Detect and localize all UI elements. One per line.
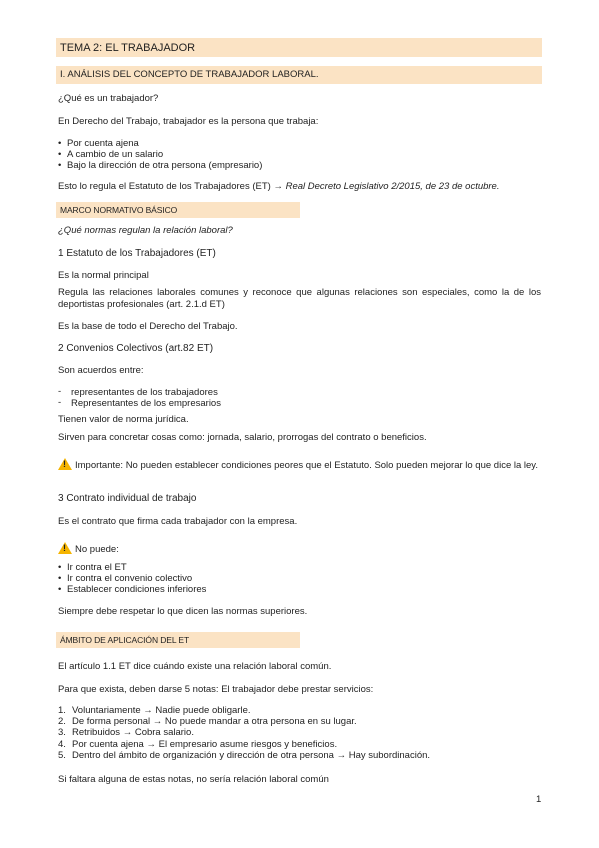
contrato-text: Es el contrato que firma cada trabajador con la empresa. [58, 516, 298, 527]
list-item: • Por cuenta ajena [58, 138, 262, 149]
list-item: • Establecer condiciones inferiores [58, 584, 206, 595]
contrato-heading: 3 Contrato individual de trabajo [58, 493, 197, 504]
list-item: 3. Retribuidos → Cobra salario. [58, 727, 194, 739]
list-item: 5. Dentro del ámbito de organización y dirección de otra persona → Hay subordinación. [58, 749, 431, 761]
list-item: • Ir contra el convenio colectivo [58, 573, 206, 584]
warning-icon [58, 458, 72, 470]
definition-list [58, 138, 262, 171]
list-item: • Ir contra el ET [58, 562, 206, 573]
marco-heading: MARCO NORMATIVO BÁSICO [60, 205, 178, 215]
title-band [56, 38, 542, 57]
page-number: 1 [536, 794, 542, 805]
conv-valor: Tienen valor de norma jurídica. [58, 414, 189, 425]
conv-intro: Son acuerdos entre: [58, 365, 144, 376]
nopuede-label: !No puede: [58, 542, 119, 556]
conv-list [58, 387, 221, 409]
si-faltara: Si faltara alguna de estas notas, no sería relación laboral común [58, 774, 329, 785]
list-item: 4. Por cuenta ajena → El empresario asume riesgos y beneficios. [58, 738, 338, 750]
list-item: 1. Voluntariamente → Nadie puede obligarle. [58, 705, 251, 716]
regulated-line [58, 181, 499, 193]
list-item: • Bajo la dirección de otra persona (empresario) [58, 160, 262, 171]
conv-sirven: Sirven para concretar cosas como: jornada, salario, prorrogas del contrato o beneficios. [58, 432, 427, 443]
section1-band [56, 66, 542, 84]
art11-text: El artículo 1.1 ET dice cuándo existe una relación laboral común. [58, 661, 332, 672]
ambito-band [56, 632, 300, 648]
et-heading: 1 Estatuto de los Trabajadores (ET) [58, 248, 216, 259]
notas-intro: Para que exista, deben darse 5 notas: El trabajador debe prestar servicios: [58, 684, 374, 695]
nopuede-list [58, 562, 206, 595]
notas-list [58, 705, 430, 761]
et-base: Es la base de todo el Derecho del Trabajo. [58, 321, 238, 332]
et-main: Es la normal principal [58, 270, 149, 281]
question-what: ¿Qué es un trabajador? [58, 93, 159, 104]
conv-heading: 2 Convenios Colectivos (art.82 ET) [58, 343, 214, 354]
list-item: - Representantes de los empresarios [58, 398, 221, 409]
siempre-text: Siempre debe respetar lo que dicen las normas superiores. [58, 606, 308, 617]
section1-heading: I. ANÁLISIS DEL CONCEPTO DE TRABAJADOR LABORAL. [60, 69, 319, 80]
et-regula: Regula las relaciones laborales comunes y reconoce que algunas relaciones son especiales, como la de los deportistas profesionales (art. 2.1.d ET) [58, 287, 541, 310]
marco-question: ¿Qué normas regulan la relación laboral? [58, 225, 233, 236]
marco-band [56, 202, 300, 218]
list-item: 2. De forma personal → No puede mandar a otra persona en su lugar. [58, 716, 357, 728]
ambito-heading: ÁMBITO DE APLICACIÓN DEL ET [60, 635, 190, 645]
important-note: !Importante: No pueden establecer condiciones peores que el Estatuto. Solo pueden mejorar lo que dice la ley. [58, 458, 541, 472]
page-title: TEMA 2: EL TRABAJADOR [60, 41, 196, 54]
list-item: • A cambio de un salario [58, 149, 262, 160]
warning-icon [58, 542, 72, 554]
list-item: - representantes de los trabajadores [58, 387, 221, 398]
definition-intro: En Derecho del Trabajo, trabajador es la persona que trabaja: [58, 116, 319, 127]
regulated-decree: Real Decreto Legislativo 2/2015, de 23 de octubre. [285, 181, 500, 192]
regulated-text: Esto lo regula el Estatuto de los Trabajadores (ET) → [58, 181, 283, 192]
